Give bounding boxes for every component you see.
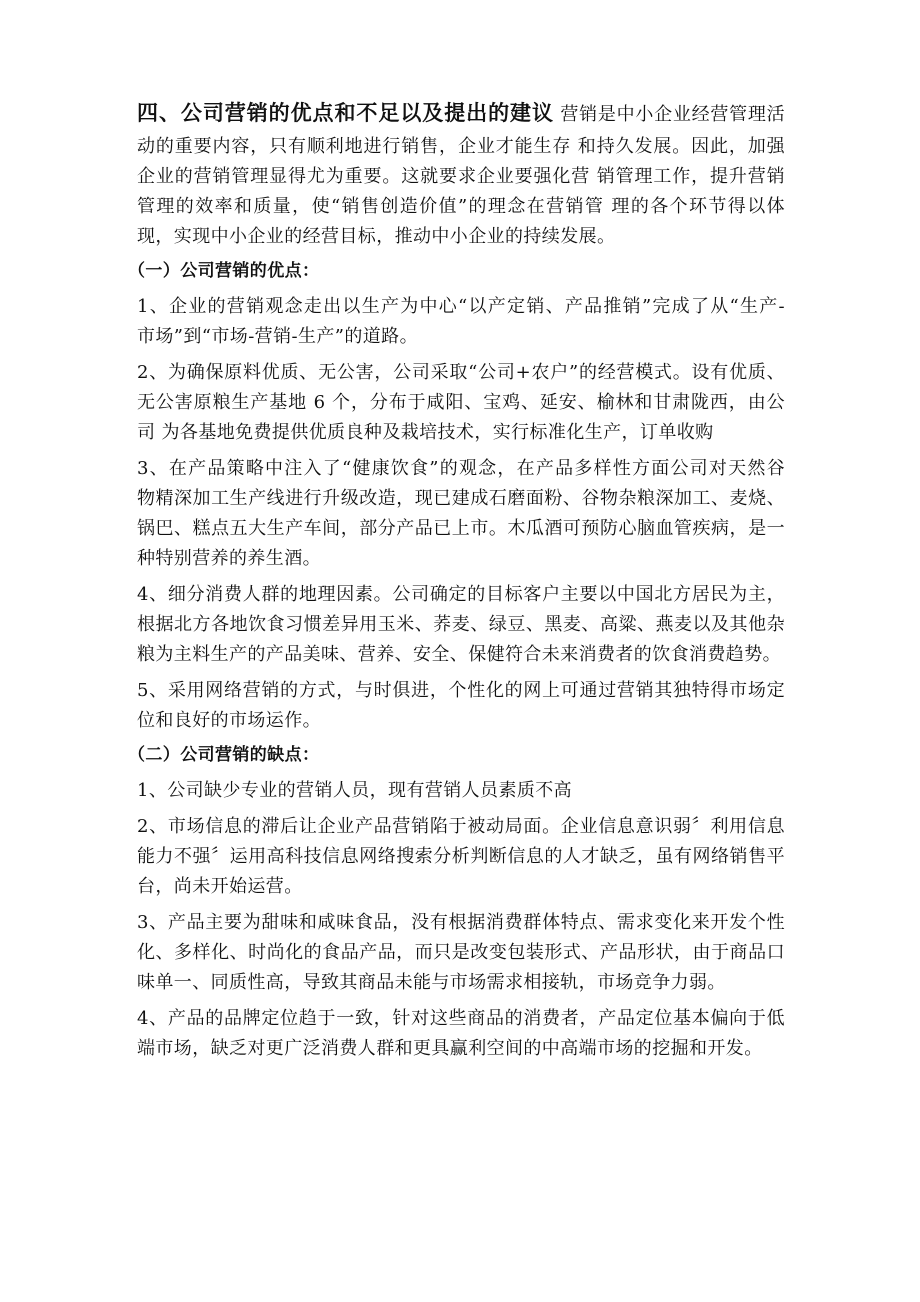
advantage-item-line: 3、在产品策略中注入了“健康饮食”的观念，在产品多样性方面公司对天然谷: [137, 458, 785, 479]
title-paragraph-first-line: [137, 96, 785, 132]
advantage-item-line: 物精深加工生产线进行升级改造，现已建成石磨面粉、谷物杂粮深加工、麦烧、: [137, 488, 785, 509]
disadvantage-item-line: 4、产品的品牌定位趋于一致，针对这些商品的消费者，产品定位基本偏向于低: [137, 1008, 785, 1029]
advantage-item-line: 1、企业的营销观念走出以生产为中心“以产定销、产品推销”完成了从“生产-: [137, 296, 785, 317]
disadvantage-item-line: 3、产品主要为甜味和咸味食品，没有根据消费群体特点、需求变化来开发个性: [137, 912, 785, 933]
disadvantages-heading: （二）公司营销的缺点：: [128, 745, 320, 765]
disadvantage-item-line: 台，尚未开始运营。: [137, 876, 303, 897]
document-page: [128, 96, 785, 1064]
disadvantage-item-line: 能力不强〞运用高科技信息网络搜索分析判断信息的人才缺乏，虽有网络销售平: [137, 846, 785, 867]
advantage-item-line: 2、为确保原料优质、无公害，公司采取“公司+农户”的经营模式。设有优质、: [137, 362, 785, 383]
advantage-item-line: 位和良好的市场运作。: [137, 710, 321, 731]
intro-line: 现，实现中小企业的经营目标，推动中小企业的持续发展。: [137, 226, 616, 247]
intro-line: 管理的效率和质量，使“销售创造价值”的理念在营销管 理的各个环节得以体: [137, 196, 785, 217]
advantage-item-line: 4、细分消费人群的地理因素。公司确定的目标客户主要以中国北方居民为主，: [137, 584, 785, 605]
disadvantage-item-line: 端市场，缺乏对更广泛消费人群和更具赢利空间的中高端市场的挖掘和开发。: [137, 1038, 763, 1059]
intro-line: 营销是中小企业经营管理活: [560, 104, 785, 125]
advantage-item-line: 无公害原粮生产基地 6 个，分布于咸阳、宝鸡、延安、榆林和甘肃陇西，由公: [137, 392, 785, 413]
advantage-item-line: 种特别营养的养生酒。: [137, 548, 321, 569]
disadvantage-item-line: 化、多样化、时尚化的食品产品，而只是改变包装形式、产品形状，由于商品口: [137, 942, 785, 963]
disadvantage-item-line: 2、市场信息的滞后让企业产品营销陷于被动局面。企业信息意识弱〞利用信息: [137, 816, 785, 837]
disadvantage-item-line: 1、公司缺少专业的营销人员，现有营销人员素质不高: [137, 780, 573, 801]
disadvantage-item-line: 味单一、同质性高，导致其商品未能与市场需求相接轨，市场竞争力弱。: [137, 972, 726, 993]
section-title: 四、公司营销的优点和不足以及提出的建议: [137, 101, 554, 125]
advantage-item-line: 市场”到“市场-营销-生产”的道路。: [137, 326, 418, 347]
advantage-item-line: 5、采用网络营销的方式，与时俱进，个性化的网上可通过营销其独特得市场定: [137, 680, 785, 701]
advantages-heading: （一）公司营销的优点：: [128, 261, 320, 281]
advantage-item-line: 锅巴、糕点五大生产车间，部分产品已上市。木瓜酒可预防心脑血管疾病，是一: [137, 518, 785, 539]
advantage-item-line: 司 为各基地免费提供优质良种及栽培技术，实行标准化生产，订单收购: [137, 422, 714, 443]
intro-line: 企业的营销管理显得尤为重要。这就要求企业要强化营 销管理工作，提升营销: [137, 166, 785, 187]
intro-line: 动的重要内容，只有顺利地进行销售，企业才能生存 和持久发展。因此，加强: [137, 136, 785, 157]
advantage-item-line: 粮为主料生产的产品美味、营养、安全、保健符合未来消费者的饮食消费趋势。: [137, 644, 781, 665]
advantage-item-line: 根据北方各地饮食习惯差异用玉米、荞麦、绿豆、黑麦、高粱、燕麦以及其他杂: [137, 614, 785, 635]
